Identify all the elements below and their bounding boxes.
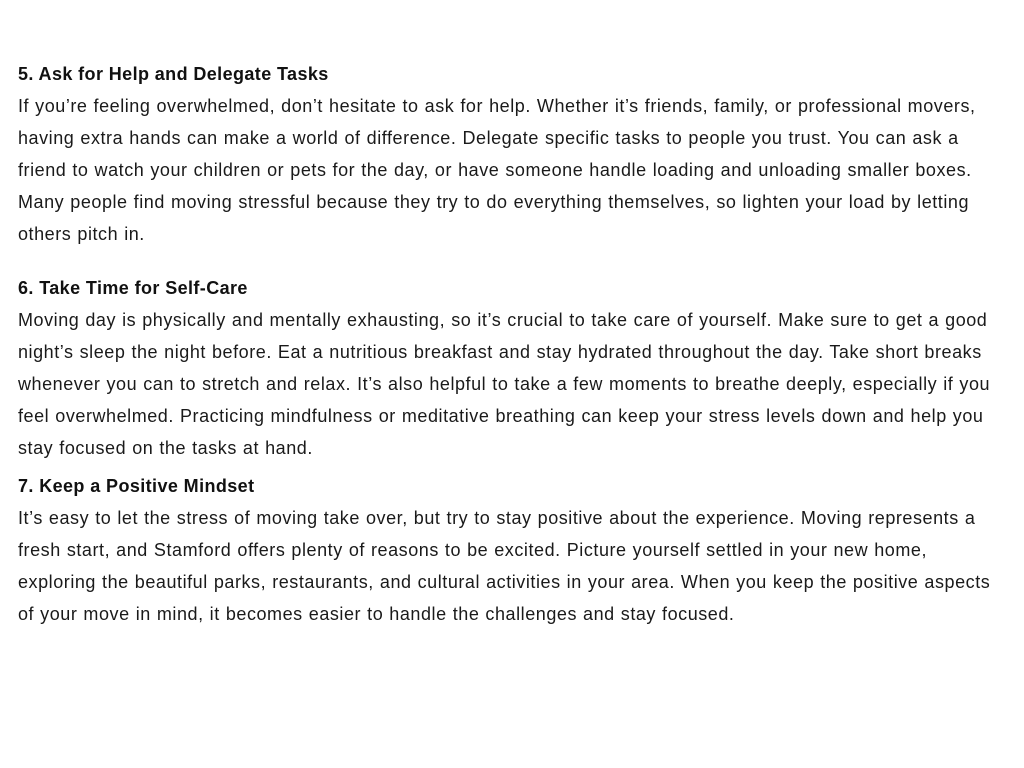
article-content — [18, 58, 1008, 630]
section-heading: 6. Take Time for Self-Care — [18, 278, 248, 298]
section-body: It’s easy to let the stress of moving take over, but try to stay positive about the experience. Moving represents a fresh start, and Stamford offers plenty of reasons to be excited. Picture yourself settled in your new home, exploring the beautiful parks, restaurants, and cultural activities in your area. When you keep the positive aspects of your move in mind, it becomes easier to handle the challenges and stay focused. — [18, 508, 991, 624]
section-body: If you’re feeling overwhelmed, don’t hesitate to ask for help. Whether it’s friends, family, or professional movers, having extra hands can make a world of difference. Delegate specific tasks to people you trust. You can ask a friend to watch your children or pets for the day, or have someone handle loading and unloading smaller boxes. Many people find moving stressful because they try to do everything themselves, so lighten your load by letting others pitch in. — [18, 96, 976, 244]
section-body: Moving day is physically and mentally exhausting, so it’s crucial to take care of yourself. Make sure to get a good night’s sleep the night before. Eat a nutritious breakfast and stay hydrated throughout the day. Take short breaks whenever you can to stretch and relax. It’s also helpful to take a few moments to breathe deeply, especially if you feel overwhelmed. Practicing mindfulness or meditative breathing can keep your stress levels down and help you stay focused on the tasks at hand. — [18, 310, 991, 458]
section-heading: 5. Ask for Help and Delegate Tasks — [18, 64, 329, 84]
section-positive-mindset — [18, 470, 1008, 630]
section-ask-for-help — [18, 58, 1008, 250]
section-self-care — [18, 272, 1008, 464]
section-heading: 7. Keep a Positive Mindset — [18, 476, 255, 496]
